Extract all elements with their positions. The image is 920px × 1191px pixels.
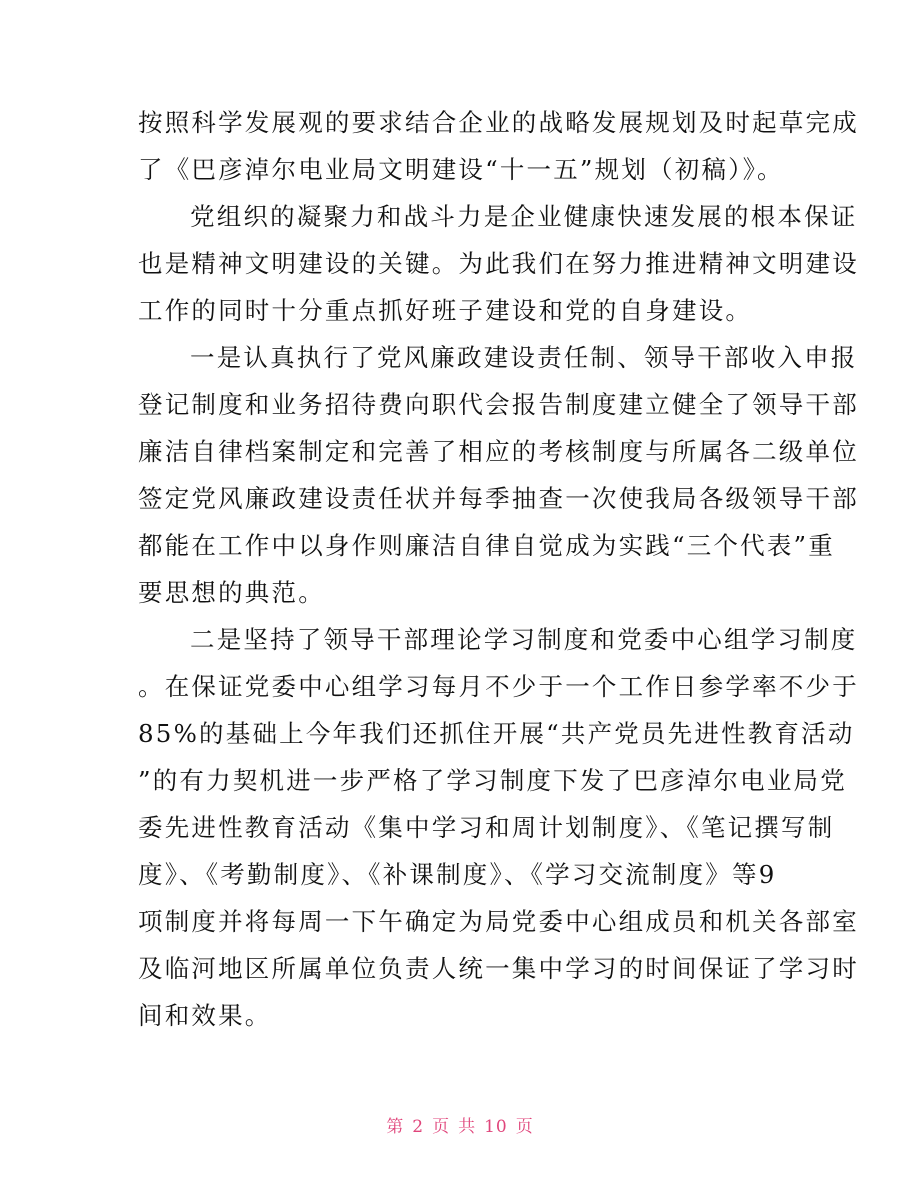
text-line: 项制度并将每周一下午确定为局党委中心组成员和机关各部室 xyxy=(138,907,859,936)
footer-page-word-2: 页 xyxy=(515,1117,534,1137)
text-line: 登记制度和业务招待费向职代会报告制度建立健全了领导干部 xyxy=(138,390,859,419)
text-line: 二是坚持了领导干部理论学习制度和党委中心组学习制度 xyxy=(190,625,858,654)
text-line: 。在保证党委中心组学习每月不少于一个工作日参学率不少于 xyxy=(138,672,859,701)
text-line: 都能在工作中以身作则廉洁自律自觉成为实践“三个代表”重 xyxy=(138,531,835,560)
text-line: 85%的基础上今年我们还抓住开展“共产党员先进性教育活动 xyxy=(138,719,855,748)
paragraph-continuation xyxy=(138,99,859,193)
text-line: 要思想的典范。 xyxy=(138,578,325,607)
text-line: 工作的同时十分重点抓好班子建设和党的自身建设。 xyxy=(138,296,753,325)
text-line: 及临河地区所属单位负责人统一集中学习的时间保证了学习时 xyxy=(138,954,859,983)
paragraph-point-one xyxy=(138,334,859,616)
text-line: 了《巴彦淖尔电业局文明建设“十一五”规划（初稿）》。 xyxy=(138,155,784,184)
page-number-footer xyxy=(0,1112,920,1137)
footer-current-page: 2 xyxy=(412,1117,425,1137)
footer-total-prefix: 共 xyxy=(458,1117,477,1137)
text-line: 委先进性教育活动《集中学习和周计划制度》、《笔记撰写制 xyxy=(138,813,835,842)
text-line: 党组织的凝聚力和战斗力是企业健康快速发展的根本保证 xyxy=(190,202,858,231)
text-line: 廉洁自律档案制定和完善了相应的考核制度与所属各二级单位 xyxy=(138,437,859,466)
footer-page-prefix: 第 xyxy=(386,1117,405,1137)
text-line: ”的有力契机进一步严格了学习制度下发了巴彦淖尔电业局党 xyxy=(138,766,847,795)
text-line: 一是认真执行了党风廉政建设责任制、领导干部收入申报 xyxy=(190,343,858,372)
text-line: 度》、《考勤制度》、《补课制度》、《学习交流制度》等9 xyxy=(138,860,777,889)
document-body xyxy=(138,99,859,1039)
footer-page-word: 页 xyxy=(432,1117,451,1137)
text-line: 签定党风廉政建设责任状并每季抽查一次使我局各级领导干部 xyxy=(138,484,859,513)
text-line: 按照科学发展观的要求结合企业的战略发展规划及时起草完成 xyxy=(138,108,859,137)
paragraph-party-organization xyxy=(138,193,859,334)
paragraph-point-two xyxy=(138,616,859,1039)
footer-total-pages: 10 xyxy=(484,1117,508,1137)
text-line: 也是精神文明建设的关键。为此我们在努力推进精神文明建设 xyxy=(138,249,859,278)
text-line: 间和效果。 xyxy=(138,1001,272,1030)
